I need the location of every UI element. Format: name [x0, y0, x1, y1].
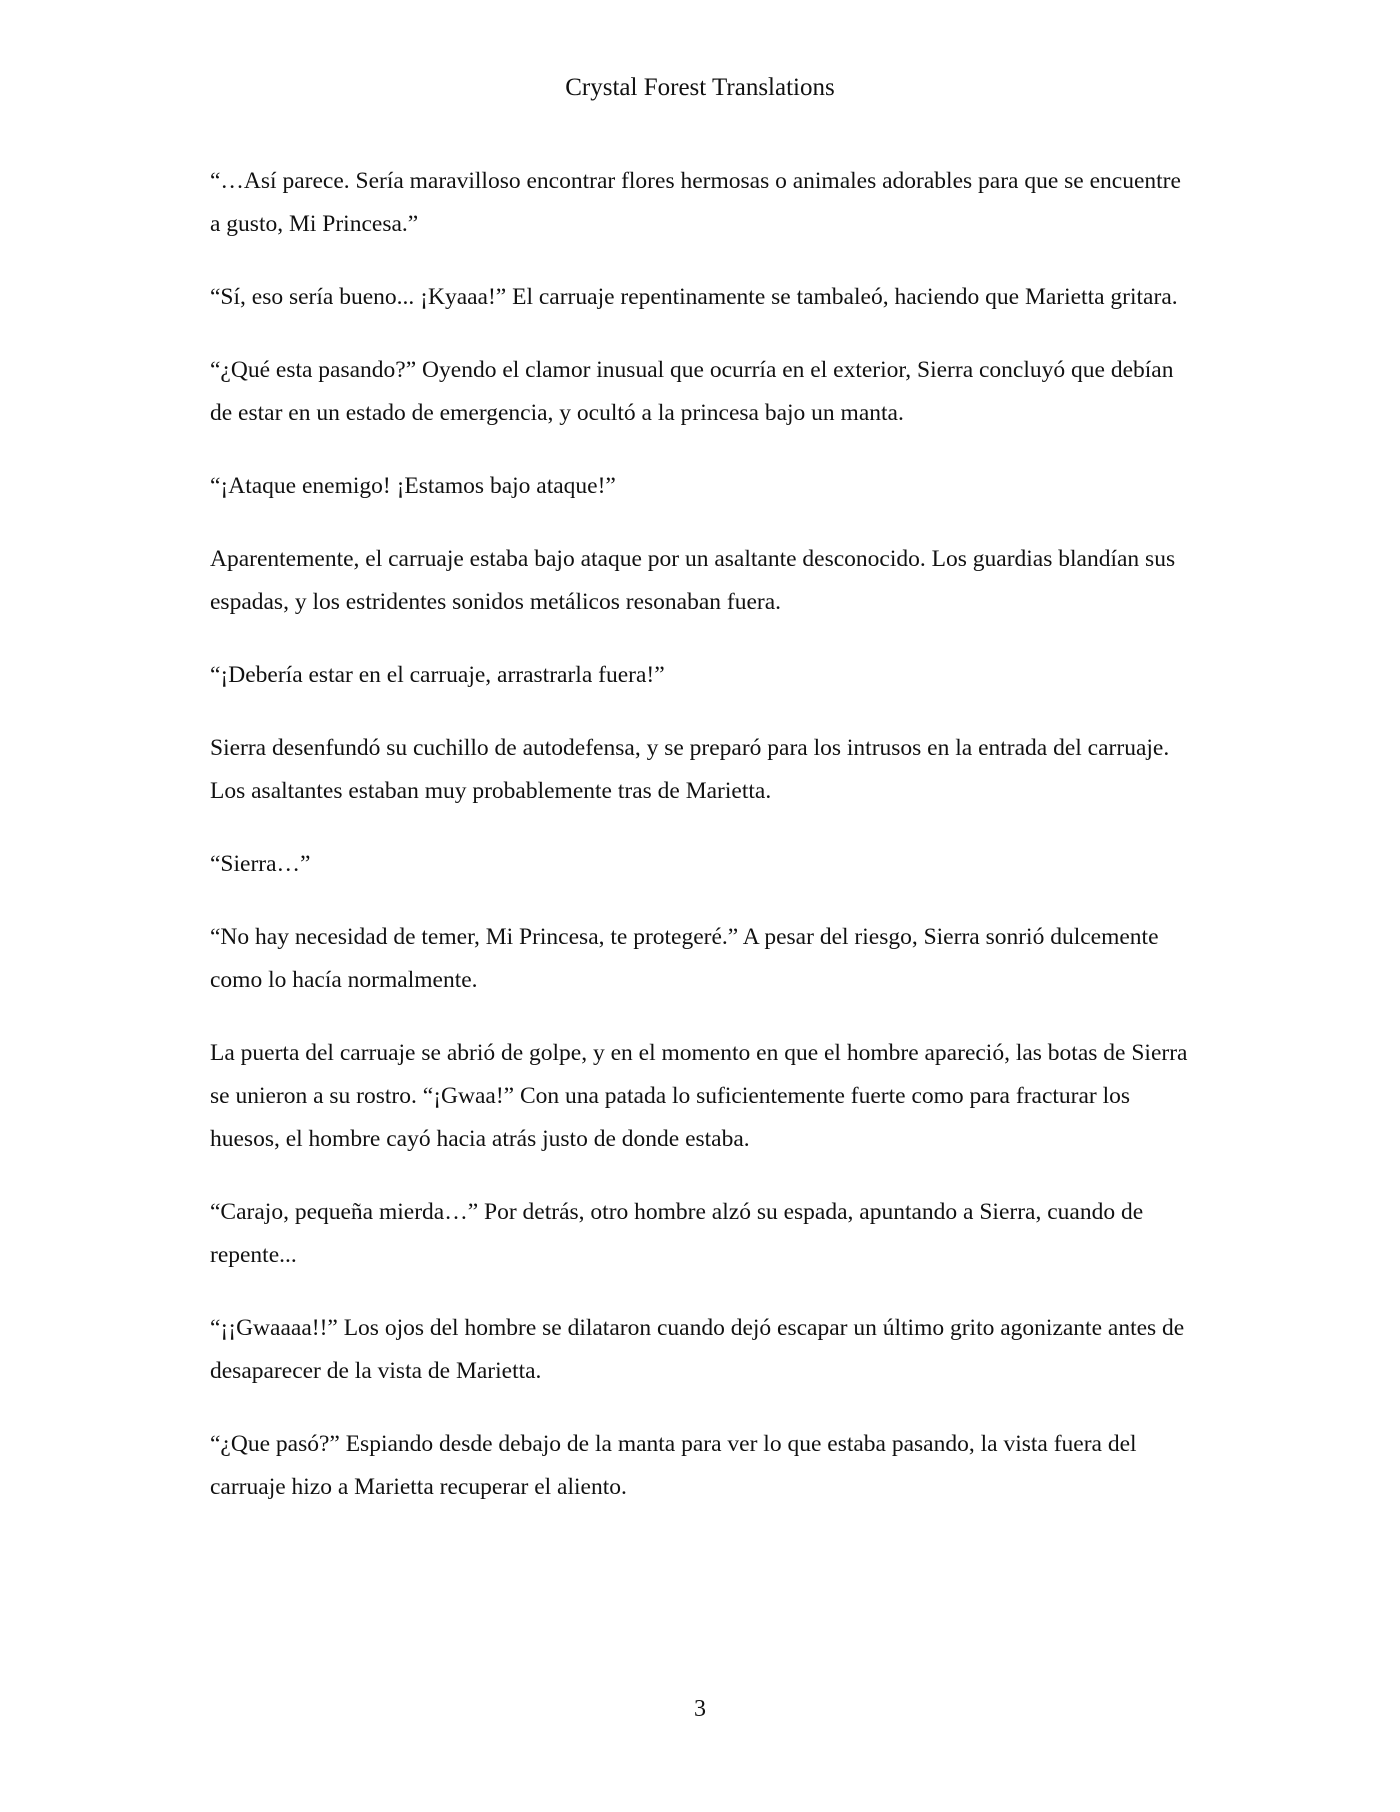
paragraph: “¡¡Gwaaaa!!” Los ojos del hombre se dilataron cuando dejó escapar un último grito agonizante antes de desaparecer de la vista de Marietta.: [210, 1315, 1185, 1384]
paragraph: “¿Qué esta pasando?” Oyendo el clamor inusual que ocurría en el exterior, Sierra concluyó que debían de estar en un estado de emergencia, y ocultó a la princesa bajo un manta.: [210, 357, 1174, 426]
paragraph: “¡Debería estar en el carruaje, arrastrarla fuera!”: [210, 662, 665, 688]
paragraph: “Sierra…”: [210, 851, 311, 877]
paragraph: “¡Ataque enemigo! ¡Estamos bajo ataque!”: [210, 473, 616, 499]
paragraph: “…Así parece. Sería maravilloso encontrar flores hermosas o animales adorables para que se encuentre a gusto, Mi Princesa.”: [210, 168, 1181, 237]
paragraph: “No hay necesidad de temer, Mi Princesa, te protegeré.” A pesar del riesgo, Sierra sonrió dulcemente como lo hacía normalmente.: [210, 924, 1159, 993]
paragraph: Sierra desenfundó su cuchillo de autodefensa, y se preparó para los intrusos en la entrada del carruaje. Los asaltantes estaban muy probablemente tras de Marietta.: [210, 735, 1170, 804]
paragraph: “Carajo, pequeña mierda…” Por detrás, otro hombre alzó su espada, apuntando a Sierra, cuando de repente...: [210, 1199, 1144, 1268]
page-number: 3: [694, 1696, 706, 1722]
paragraph: Aparentemente, el carruaje estaba bajo ataque por un asaltante desconocido. Los guardias blandían sus espadas, y los estridentes sonidos metálicos resonaban fuera.: [210, 546, 1176, 615]
paragraph: “¿Que pasó?” Espiando desde debajo de la manta para ver lo que estaba pasando, la vista fuera del carruaje hizo a Marietta recuperar el aliento.: [210, 1431, 1137, 1500]
paragraph: “Sí, eso sería bueno... ¡Kyaaa!” El carruaje repentinamente se tambaleó, haciendo que Marietta gritara.: [210, 284, 1178, 310]
body-text: [210, 160, 1190, 1539]
running-header: Crystal Forest Translations: [565, 74, 835, 101]
paragraph: La puerta del carruaje se abrió de golpe, y en el momento en que el hombre apareció, las botas de Sierra se unieron a su rostro. “¡Gwaa!” Con una patada lo suficientemente fuerte como para fracturar los huesos, el hombre cayó hacia atrás justo de donde estaba.: [210, 1040, 1188, 1152]
